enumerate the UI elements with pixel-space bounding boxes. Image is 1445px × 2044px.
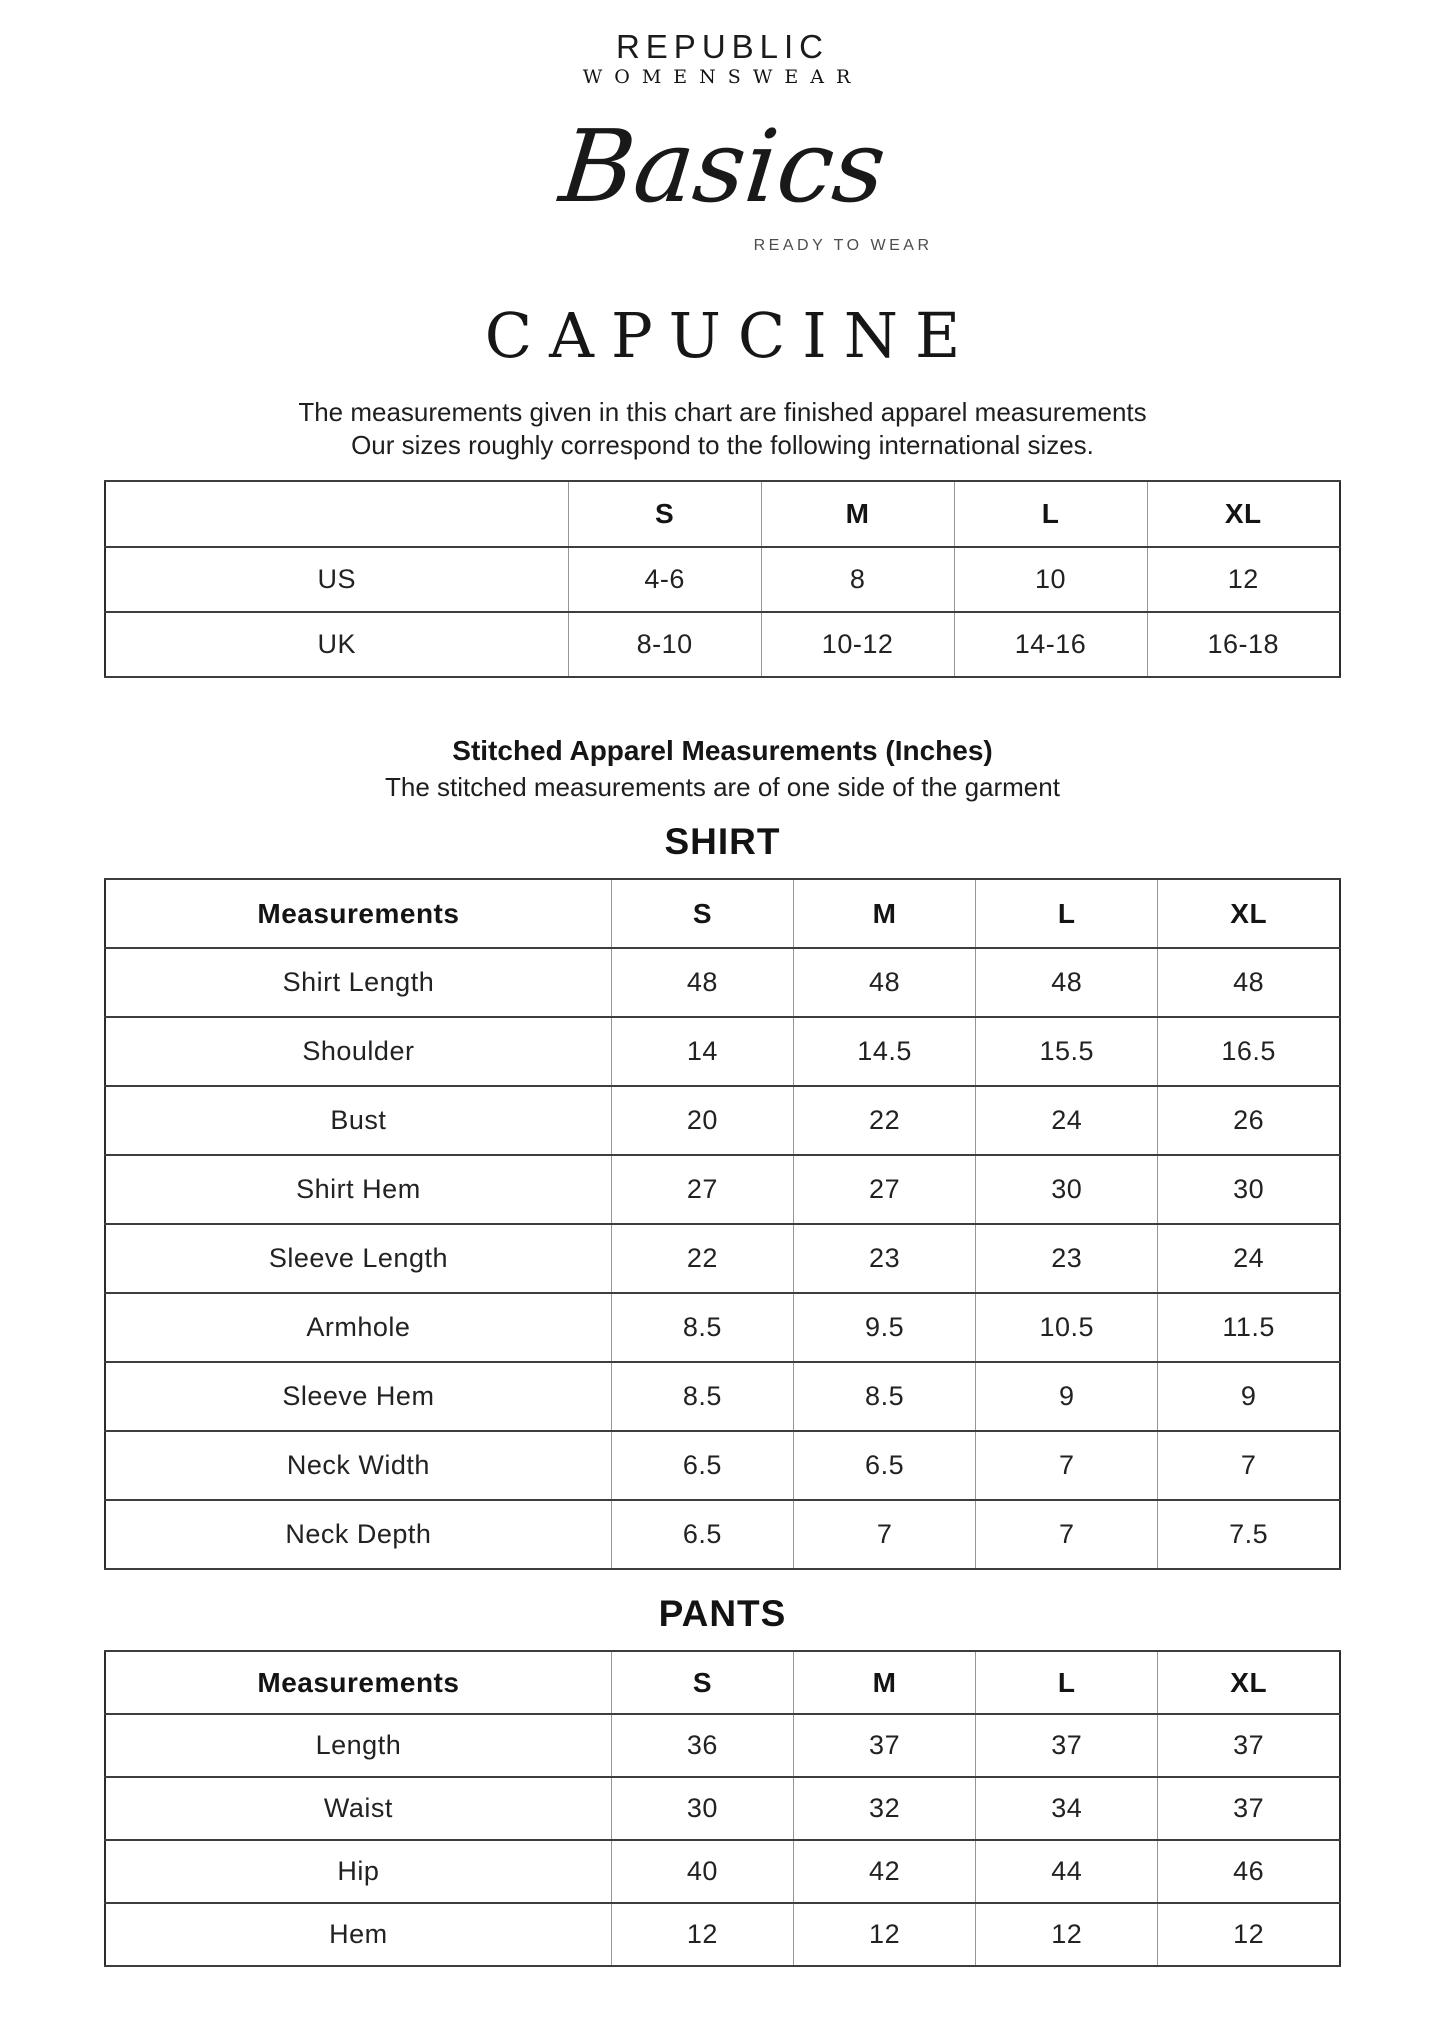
size-col-header-m: M xyxy=(794,1651,976,1714)
table-row-sleeve-length xyxy=(105,1224,1340,1293)
measurement-value-cell: 22 xyxy=(794,1086,976,1155)
stitched-section-heading: Stitched Apparel Measurements (Inches) xyxy=(452,735,993,766)
measurement-value-cell: 14.5 xyxy=(794,1017,976,1086)
shirt-measurements-table xyxy=(104,878,1341,1570)
size-value-cell: 16-18 xyxy=(1147,612,1340,677)
table-row-bust xyxy=(105,1086,1340,1155)
measurement-value-cell: 30 xyxy=(1158,1155,1340,1224)
measurement-value-cell: 30 xyxy=(976,1155,1158,1224)
table-row-shirt-hem xyxy=(105,1155,1340,1224)
measurement-value-cell: 14 xyxy=(611,1017,793,1086)
measurement-value-cell: 9 xyxy=(1158,1362,1340,1431)
ready-to-wear-tagline: READY TO WEAR xyxy=(753,237,933,254)
table-row-hem xyxy=(105,1903,1340,1966)
size-col-header-xl: XL xyxy=(1158,879,1340,948)
measurement-value-cell: 32 xyxy=(794,1777,976,1840)
region-label: US xyxy=(105,547,568,612)
measurement-value-cell: 48 xyxy=(976,948,1158,1017)
table-row-us xyxy=(105,547,1340,612)
measurement-value-cell: 20 xyxy=(611,1086,793,1155)
size-col-header-l: L xyxy=(954,481,1147,547)
measurement-value-cell: 7 xyxy=(794,1500,976,1569)
brand-name: REPUBLIC xyxy=(615,28,830,65)
measurement-label: Hem xyxy=(105,1903,611,1966)
table-row-waist xyxy=(105,1777,1340,1840)
measurement-label: Armhole xyxy=(105,1293,611,1362)
measurement-value-cell: 24 xyxy=(1158,1224,1340,1293)
measurement-value-cell: 7 xyxy=(976,1500,1158,1569)
shirt-table-title: SHIRT xyxy=(664,821,781,862)
intro-line-1: The measurements given in this chart are finished apparel measurements xyxy=(298,397,1147,427)
size-col-header-xl: XL xyxy=(1158,1651,1340,1714)
table-row-length xyxy=(105,1714,1340,1777)
measurement-value-cell: 27 xyxy=(611,1155,793,1224)
intro-line-2: Our sizes roughly correspond to the following international sizes. xyxy=(351,430,1094,460)
measurement-value-cell: 7 xyxy=(1158,1431,1340,1500)
measurement-value-cell: 12 xyxy=(976,1903,1158,1966)
measurement-label: Neck Width xyxy=(105,1431,611,1500)
measurements-col-header: Measurements xyxy=(105,879,611,948)
measurement-value-cell: 34 xyxy=(976,1777,1158,1840)
measurement-value-cell: 23 xyxy=(794,1224,976,1293)
measurement-label: Shoulder xyxy=(105,1017,611,1086)
size-value-cell: 8-10 xyxy=(568,612,761,677)
size-value-cell: 10 xyxy=(954,547,1147,612)
size-col-header-l: L xyxy=(976,1651,1158,1714)
measurement-label: Waist xyxy=(105,1777,611,1840)
measurement-label: Sleeve Length xyxy=(105,1224,611,1293)
measurement-value-cell: 6.5 xyxy=(611,1500,793,1569)
table-row-shoulder xyxy=(105,1017,1340,1086)
measurement-value-cell: 8.5 xyxy=(611,1362,793,1431)
measurement-value-cell: 7 xyxy=(976,1431,1158,1500)
measurement-label: Hip xyxy=(105,1840,611,1903)
measurements-col-header: Measurements xyxy=(105,1651,611,1714)
size-col-header-s: S xyxy=(611,879,793,948)
table-row-shirt-length xyxy=(105,948,1340,1017)
stitched-section-note: The stitched measurements are of one side of the garment xyxy=(385,772,1060,802)
measurement-value-cell: 8.5 xyxy=(611,1293,793,1362)
measurement-value-cell: 6.5 xyxy=(611,1431,793,1500)
pants-header-row xyxy=(105,1651,1340,1714)
size-value-cell: 4-6 xyxy=(568,547,761,612)
measurement-value-cell: 9.5 xyxy=(794,1293,976,1362)
size-conversion-header-row xyxy=(105,481,1340,547)
size-value-cell: 10-12 xyxy=(761,612,954,677)
measurement-label: Shirt Hem xyxy=(105,1155,611,1224)
measurement-value-cell: 10.5 xyxy=(976,1293,1158,1362)
size-col-header-m: M xyxy=(761,481,954,547)
size-col-header-s: S xyxy=(568,481,761,547)
table-row-hip xyxy=(105,1840,1340,1903)
measurement-value-cell: 36 xyxy=(611,1714,793,1777)
measurement-value-cell: 37 xyxy=(1158,1714,1340,1777)
measurement-value-cell: 23 xyxy=(976,1224,1158,1293)
pants-table-title: PANTS xyxy=(658,1593,787,1634)
size-col-header-m: M xyxy=(794,879,976,948)
measurement-value-cell: 37 xyxy=(1158,1777,1340,1840)
measurement-value-cell: 40 xyxy=(611,1840,793,1903)
size-value-cell: 8 xyxy=(761,547,954,612)
measurement-value-cell: 12 xyxy=(794,1903,976,1966)
size-col-header-xl: XL xyxy=(1147,481,1340,547)
measurement-value-cell: 7.5 xyxy=(1158,1500,1340,1569)
measurement-label: Sleeve Hem xyxy=(105,1362,611,1431)
measurement-value-cell: 46 xyxy=(1158,1840,1340,1903)
measurement-value-cell: 48 xyxy=(794,948,976,1017)
measurement-value-cell: 8.5 xyxy=(794,1362,976,1431)
measurement-value-cell: 37 xyxy=(794,1714,976,1777)
measurement-value-cell: 22 xyxy=(611,1224,793,1293)
measurement-value-cell: 48 xyxy=(611,948,793,1017)
basics-script-wordmark: Basics xyxy=(554,108,891,225)
size-value-cell: 12 xyxy=(1147,547,1340,612)
measurement-value-cell: 9 xyxy=(976,1362,1158,1431)
measurement-label: Bust xyxy=(105,1086,611,1155)
measurement-label: Shirt Length xyxy=(105,948,611,1017)
measurement-label: Length xyxy=(105,1714,611,1777)
size-col-header-l: L xyxy=(976,879,1158,948)
measurement-value-cell: 11.5 xyxy=(1158,1293,1340,1362)
measurement-value-cell: 42 xyxy=(794,1840,976,1903)
measurement-value-cell: 24 xyxy=(976,1086,1158,1155)
measurement-value-cell: 48 xyxy=(1158,948,1340,1017)
size-conversion-table xyxy=(104,480,1341,678)
measurement-value-cell: 26 xyxy=(1158,1086,1340,1155)
table-row-armhole xyxy=(105,1293,1340,1362)
measurement-value-cell: 6.5 xyxy=(794,1431,976,1500)
measurement-value-cell: 15.5 xyxy=(976,1017,1158,1086)
measurement-value-cell: 37 xyxy=(976,1714,1158,1777)
size-value-cell: 14-16 xyxy=(954,612,1147,677)
measurement-value-cell: 16.5 xyxy=(1158,1017,1340,1086)
region-label: UK xyxy=(105,612,568,677)
table-row-sleeve-hem xyxy=(105,1362,1340,1431)
empty-header-cell xyxy=(105,481,568,547)
basics-logo xyxy=(443,92,1003,262)
measurement-value-cell: 12 xyxy=(611,1903,793,1966)
measurement-value-cell: 12 xyxy=(1158,1903,1340,1966)
shirt-header-row xyxy=(105,879,1340,948)
measurement-value-cell: 27 xyxy=(794,1155,976,1224)
table-row-neck-width xyxy=(105,1431,1340,1500)
intro-text xyxy=(0,396,1445,462)
table-row-uk xyxy=(105,612,1340,677)
measurement-value-cell: 44 xyxy=(976,1840,1158,1903)
brand-division: WOMENSWEAR xyxy=(582,66,863,88)
measurement-value-cell: 30 xyxy=(611,1777,793,1840)
size-col-header-s: S xyxy=(611,1651,793,1714)
table-row-neck-depth xyxy=(105,1500,1340,1569)
pants-measurements-table xyxy=(104,1650,1341,1967)
measurement-label: Neck Depth xyxy=(105,1500,611,1569)
product-title: CAPUCINE xyxy=(484,299,978,372)
